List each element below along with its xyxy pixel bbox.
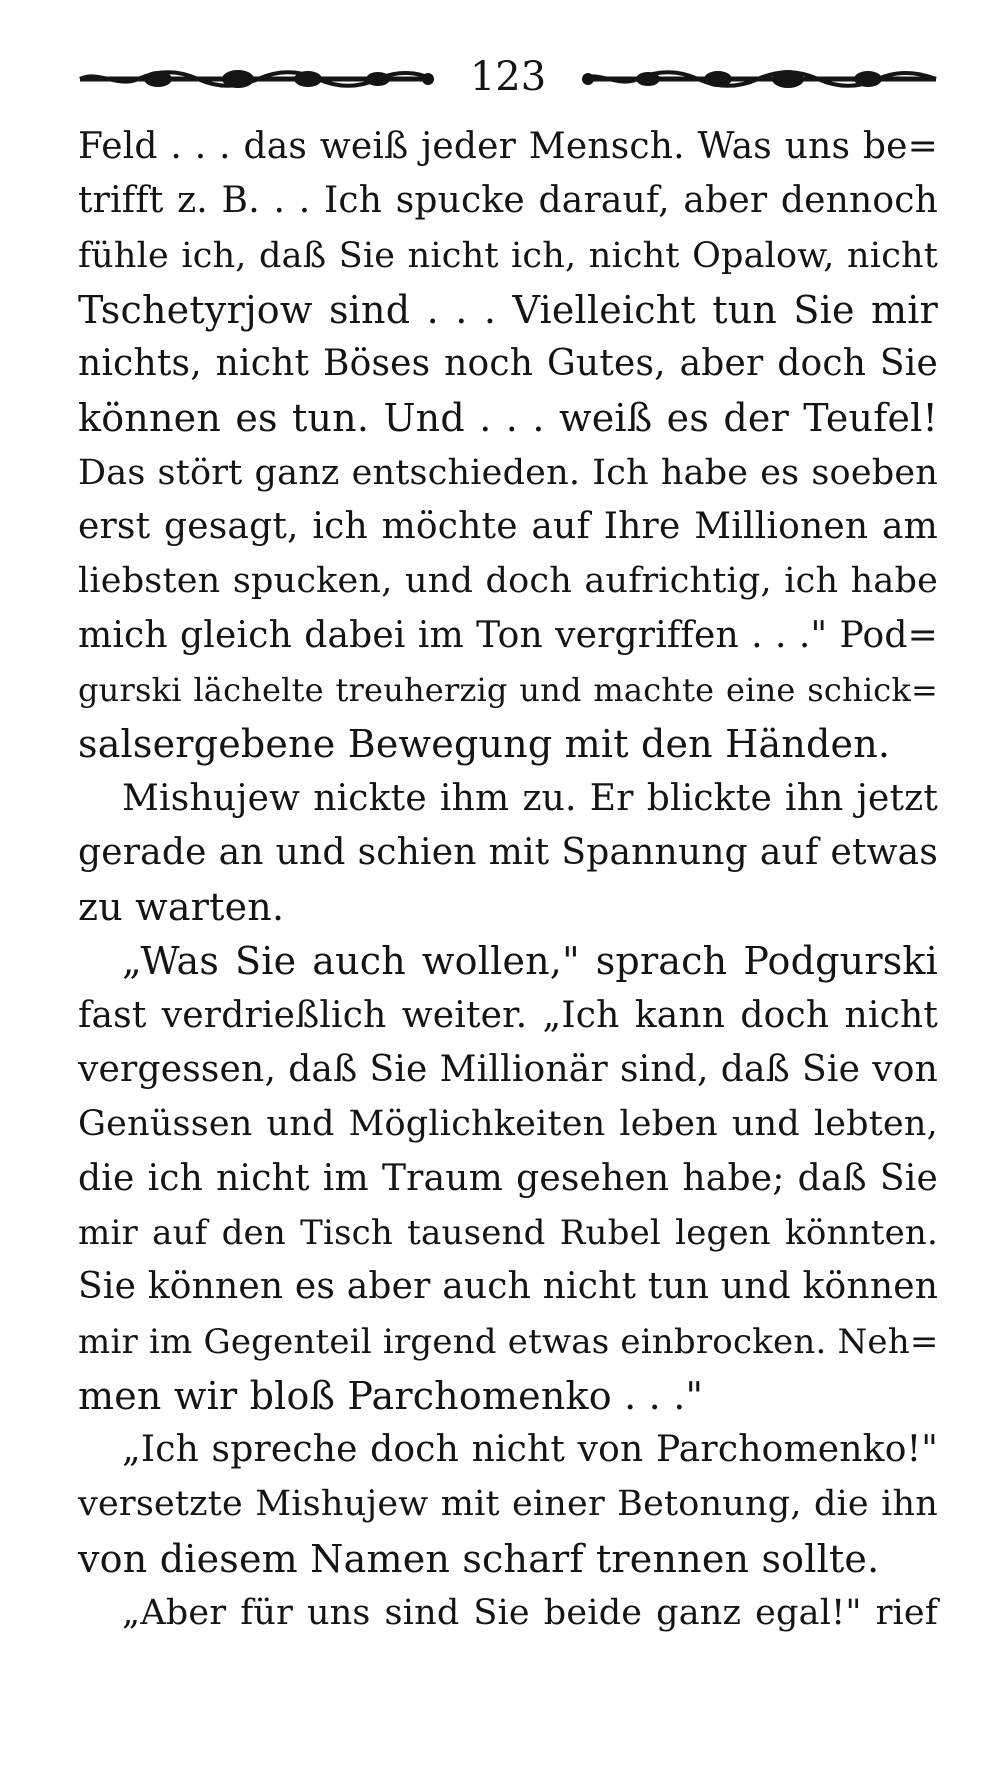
text-line: Genüssen und Möglichkeiten leben und lebten, [78,1104,938,1145]
text-line: Sie können es aber auch nicht tun und können [78,1266,939,1308]
right-ornament [578,68,938,90]
text-line: men wir bloß Parchomenko . . ." [78,1373,704,1418]
text-line: Das stört ganz entschieden. Ich habe es soeben [78,452,938,493]
body-text [78,120,938,1640]
page-header [78,52,938,102]
text-line: mich gleich dabei im Ton vergriffen . . ." Pod= [78,614,938,656]
text-line: die ich nicht im Traum gesehen habe; daß Sie [78,1157,938,1199]
text-line: „Was Sie auch wollen," sprach Podgurski [122,939,938,984]
text-line: fühle ich, daß Sie nicht ich, nicht Opalow, nicht [78,235,938,276]
text-line: erst gesagt, ich möchte auf Ihre Millionen am [78,506,938,548]
text-line: liebsten spucken, und doch aufrichtig, ich habe [78,561,938,602]
text-line: mir auf den Tisch tausend Rubel legen könnten. [78,1212,938,1253]
text-line: von diesem Namen scharf trennen sollte. [78,1536,880,1581]
text-line: Tschetyrjow sind . . . Vielleicht tun Sie mir [78,287,938,332]
text-line: gerade an und schien mit Spannung auf etwas [78,831,938,873]
text-line: Mishujew nickte ihm zu. Er blickte ihn jetzt [122,777,938,819]
text-line: „Ich spreche doch nicht von Parchomenko!" [122,1429,938,1471]
text-line: trifft z. B. . . Ich spucke darauf, aber dennoch [78,180,938,222]
left-ornament [78,68,438,90]
text-line: mir im Gegenteil irgend etwas einbrocken. Neh= [78,1321,939,1362]
text-line: vergessen, daß Sie Millionär sind, daß Sie von [78,1049,938,1091]
text-line: können es tun. Und . . . weiß es der Teufel! [78,396,938,441]
page-number: 123 [469,54,547,100]
text-line: zu warten. [78,885,285,930]
text-line: Feld . . . das weiß jeder Mensch. Was uns be= [78,126,938,167]
text-line: versetzte Mishujew mit einer Betonung, die ihn [78,1484,938,1525]
text-line: fast verdrießlich weiter. „Ich kann doch nicht [78,994,938,1036]
text-line: nichts, nicht Böses noch Gutes, aber doch Sie [78,343,938,385]
text-line: „Aber für uns sind Sie beide ganz egal!" rief [122,1593,938,1634]
text-line: gurski lächelte treuherzig und machte eine schick= [78,670,938,709]
text-line: salsergebene Bewegung mit den Händen. [78,722,891,767]
